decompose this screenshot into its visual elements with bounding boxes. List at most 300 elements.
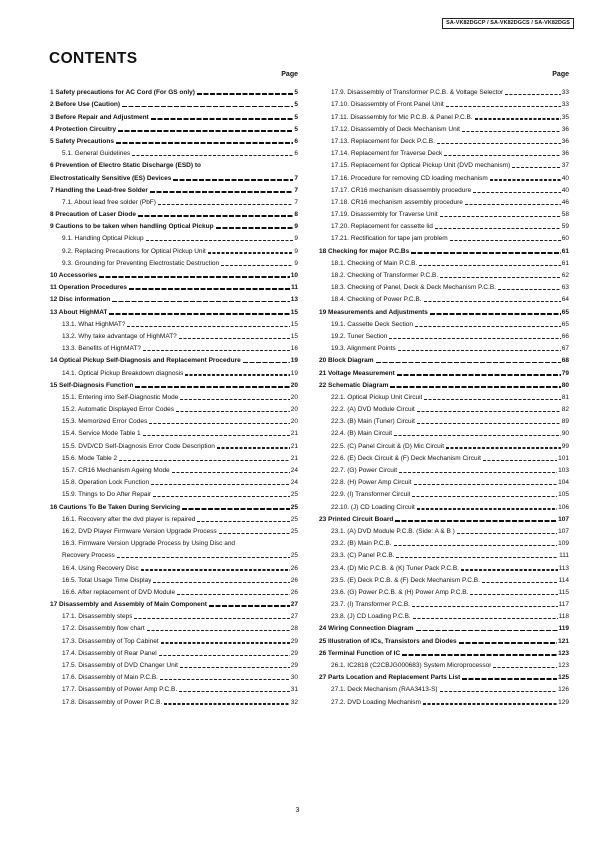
toc-entry[interactable] <box>319 670 569 682</box>
toc-entry[interactable] <box>319 280 569 292</box>
dot-leader <box>424 301 561 302</box>
toc-entry-label: 23.5. (E) Deck P.C.B. & (F) Deck Mechanism P.C.B. <box>331 576 480 584</box>
toc-entry[interactable] <box>50 329 298 341</box>
dot-leader <box>127 326 289 327</box>
toc-entry[interactable] <box>50 195 298 207</box>
toc-entry-page: 125 <box>558 674 569 682</box>
dot-leader <box>457 533 557 534</box>
toc-entry[interactable] <box>50 292 298 304</box>
dot-leader <box>117 557 290 558</box>
toc-entry[interactable] <box>50 109 298 121</box>
toc-entry-label: 17.6. Disassembly of Main P.C.B. <box>62 674 158 682</box>
dot-leader <box>450 240 561 241</box>
toc-list-right <box>319 85 569 707</box>
toc-entry-page: 106 <box>558 503 569 511</box>
toc-entry-label: 17 Disassembly and Assembly of Main Component <box>50 601 207 609</box>
toc-entry-label: 17.14. Replacement for Traverse Deck <box>331 150 443 158</box>
toc-entry[interactable] <box>50 97 298 109</box>
toc-entry[interactable] <box>319 304 569 316</box>
toc-entry[interactable] <box>50 499 298 511</box>
toc-entry-page: 19 <box>290 369 298 377</box>
toc-entry-label: 22.8. (H) Power Amp Circuit <box>331 479 412 487</box>
toc-list-left <box>50 85 298 707</box>
toc-entry-page: 25 <box>290 503 298 511</box>
toc-entry-label: 23.6. (G) Power P.C.B. & (H) Power Amp P.C.B. <box>331 588 469 596</box>
toc-entry-label: 15.1. Entering into Self-Diagnostic Mode <box>62 393 179 401</box>
dot-leader <box>437 143 561 144</box>
toc-entry-page: 36 <box>561 137 569 145</box>
toc-entry-page: 103 <box>558 467 569 474</box>
toc-entry-page: 5 <box>294 101 298 109</box>
toc-entry-page: 20 <box>290 381 298 389</box>
toc-entry[interactable] <box>319 97 569 109</box>
toc-entry[interactable] <box>50 694 298 706</box>
toc-entry[interactable] <box>50 512 298 524</box>
toc-entry-label: 8 Precaution of Laser Diode <box>50 211 136 219</box>
toc-entry-label: 17.3. Disassembly of Top Cabinet <box>62 637 159 645</box>
toc-entry[interactable] <box>50 609 298 621</box>
toc-column-left <box>50 71 298 707</box>
toc-entry-label: 23.8. (J) CD Loading P.C.B. <box>331 613 411 621</box>
toc-entry-label: 22.4. (B) Main Circuit <box>331 430 393 438</box>
toc-entry[interactable] <box>50 390 298 402</box>
toc-entry-page: 101 <box>558 454 569 462</box>
toc-entry-label: 7 Handling the Lead-free Solder <box>50 186 148 194</box>
toc-entry[interactable] <box>50 560 298 572</box>
toc-entry-page: 20 <box>290 393 298 401</box>
dot-leader <box>399 472 557 473</box>
toc-entry-page: 10 <box>290 272 298 279</box>
toc-entry[interactable] <box>50 682 298 694</box>
toc-entry-label: 23.3. (C) Panel P.C.B. <box>331 552 395 560</box>
toc-entry[interactable] <box>319 646 569 658</box>
toc-entry-label: 16 Cautions To Be Taken During Servicing <box>50 503 181 511</box>
toc-entry-page: 13 <box>290 296 298 304</box>
toc-entry-label: 12 Disc information <box>50 296 111 304</box>
toc-entry[interactable] <box>319 134 569 146</box>
toc-entry-label: 4 Protection Circuitry <box>50 125 117 133</box>
toc-entry[interactable] <box>50 548 298 560</box>
toc-entry[interactable] <box>50 585 298 597</box>
dot-leader <box>182 508 290 510</box>
dot-leader <box>112 301 289 303</box>
toc-entry[interactable] <box>50 438 298 450</box>
toc-entry-page: 20 <box>290 418 298 426</box>
toc-entry[interactable] <box>50 365 298 377</box>
toc-entry-label: 13.1. What HighMAT? <box>62 320 126 328</box>
dot-leader <box>173 179 293 181</box>
toc-entry[interactable] <box>319 317 569 329</box>
toc-entry[interactable] <box>319 475 569 487</box>
toc-entry[interactable] <box>319 268 569 280</box>
toc-entry[interactable] <box>50 524 298 536</box>
dot-leader <box>179 691 290 692</box>
toc-entry-page: 105 <box>558 491 569 499</box>
toc-entry-label: 22.1. Optical Pickup Unit Circuit <box>331 393 423 401</box>
toc-entry[interactable] <box>50 633 298 645</box>
toc-entry[interactable] <box>50 256 298 268</box>
dot-leader <box>461 569 558 570</box>
toc-entry-page: 113 <box>558 564 569 572</box>
toc-entry[interactable] <box>319 426 569 438</box>
toc-entry-page: 104 <box>558 479 569 487</box>
toc-entry-label: 9.2. Replacing Precautions for Optical Pickup Unit <box>62 247 206 255</box>
toc-entry[interactable] <box>319 85 569 97</box>
dot-leader <box>413 618 558 619</box>
toc-entry[interactable] <box>50 183 298 195</box>
toc-entry-label: 16.6. After replacement of DVD Module <box>62 588 176 596</box>
dot-leader <box>208 252 294 253</box>
toc-entry-page: 25 <box>290 515 298 523</box>
toc-entry[interactable] <box>50 304 298 316</box>
dot-leader <box>440 216 561 217</box>
toc-entry-label: 24 Wiring Connection Diagram <box>319 625 414 633</box>
toc-entry-label: 21 Voltage Measurement <box>319 369 395 377</box>
toc-entry[interactable] <box>319 329 569 341</box>
toc-entry[interactable] <box>50 146 298 158</box>
toc-entry-label: 17.19. Disassembly for Traverse Unit <box>331 211 438 219</box>
dot-leader <box>159 655 290 656</box>
toc-entry[interactable] <box>50 378 298 390</box>
toc-entry[interactable] <box>319 694 569 706</box>
toc-entry-label: 3 Before Repair and Adjustment <box>50 113 149 121</box>
toc-entry[interactable] <box>319 633 569 645</box>
toc-entry-label: 15.2. Automatic Displayed Error Codes <box>62 406 174 414</box>
toc-entry[interactable] <box>319 170 569 182</box>
toc-entry[interactable] <box>50 317 298 329</box>
toc-entry-label: 17.7. Disassembly of Power Amp P.C.B. <box>62 686 178 694</box>
toc-entry-label: 1 Safety precautions for AC Cord (For GS only) <box>50 89 195 97</box>
dot-leader <box>430 313 561 315</box>
toc-entry[interactable] <box>50 646 298 658</box>
dot-leader <box>129 288 290 290</box>
toc-entry-label: 17.4. Disassembly of Rear Panel <box>62 649 157 657</box>
toc-entry[interactable] <box>319 451 569 463</box>
toc-entry-page: 9 <box>294 223 298 231</box>
toc-entry[interactable] <box>319 109 569 121</box>
toc-entry-page: 24 <box>290 479 298 487</box>
dot-leader <box>424 399 560 400</box>
toc-entry-page: 6 <box>294 137 298 145</box>
dot-leader <box>417 411 561 412</box>
toc-entry[interactable] <box>50 158 298 170</box>
dot-leader <box>135 386 289 388</box>
dot-leader <box>176 411 290 412</box>
toc-entry-page: 21 <box>290 454 298 462</box>
toc-entry[interactable] <box>319 585 569 597</box>
dot-leader <box>143 350 290 351</box>
toc-entry-label: 18 Checking for major P.C.Bs <box>319 247 410 255</box>
toc-entry-label: 23 Printed Circuit Board <box>319 515 394 523</box>
dot-leader <box>395 520 557 522</box>
toc-entry-page: 121 <box>558 637 569 645</box>
toc-entry-page: 6 <box>294 150 298 158</box>
toc-entry[interactable] <box>319 414 569 426</box>
dot-leader <box>118 130 293 132</box>
toc-entry-label: 23.4. (D) Mic P.C.B. & (K) Tuner Pack P.C.B. <box>331 564 459 572</box>
toc-entry-page: 65 <box>561 320 569 328</box>
toc-entry[interactable] <box>319 560 569 572</box>
toc-entry[interactable] <box>50 426 298 438</box>
toc-entry-page: 111 <box>559 552 569 560</box>
toc-entry-page: 63 <box>561 284 569 292</box>
toc-entry[interactable] <box>50 414 298 426</box>
dot-leader <box>143 435 290 436</box>
dot-leader <box>197 93 293 95</box>
toc-entry-page: 26 <box>290 588 298 596</box>
dot-leader <box>446 106 561 107</box>
toc-entry-page: 27 <box>290 601 298 609</box>
toc-entry[interactable] <box>50 280 298 292</box>
toc-entry-page: 20 <box>290 406 298 414</box>
toc-entry[interactable] <box>50 487 298 499</box>
dot-leader <box>180 399 289 400</box>
dot-leader <box>416 630 558 632</box>
dot-leader <box>475 118 561 119</box>
toc-entry-label: 13.3. Benefits of HighMAT? <box>62 345 142 353</box>
page-title: CONTENTS <box>49 50 138 67</box>
toc-entry[interactable] <box>319 536 569 548</box>
toc-entry[interactable] <box>319 219 569 231</box>
toc-entry-page: 7 <box>294 198 298 206</box>
toc-entry[interactable] <box>319 499 569 511</box>
toc-entry-page: 117 <box>558 601 569 609</box>
toc-entry-page: 9 <box>294 247 298 255</box>
toc-entry[interactable] <box>319 438 569 450</box>
toc-entry-page: 123 <box>558 662 569 669</box>
toc-entry[interactable] <box>50 658 298 670</box>
toc-entry-label: 9.3. Grounding for Preventing Electrostatic Destruction <box>62 259 220 267</box>
dot-leader <box>376 362 561 364</box>
dot-leader <box>151 118 294 120</box>
toc-entry-page: 80 <box>561 381 569 389</box>
toc-entry[interactable] <box>319 487 569 499</box>
toc-entry[interactable] <box>319 512 569 524</box>
dot-leader <box>482 582 558 583</box>
toc-entry[interactable] <box>319 390 569 402</box>
toc-entry-label: 17.2. Disassembly flow chart <box>62 625 145 633</box>
toc-entry-page: 40 <box>561 186 569 194</box>
toc-entry-page: 11 <box>291 284 298 292</box>
toc-entry-page: 79 <box>561 369 569 377</box>
toc-entry-label: 27 Parts Location and Replacement Parts List <box>319 674 461 682</box>
toc-entry-label: 20 Block Diagram <box>319 357 374 365</box>
toc-entry[interactable] <box>319 658 569 670</box>
toc-entry-label: 15.4. Service Mode Table 1 <box>62 430 141 438</box>
toc-entry-page: 25 <box>290 527 298 535</box>
toc-entry-label: 18.1. Checking of Main P.C.B. <box>331 259 418 267</box>
dot-leader <box>459 642 558 644</box>
toc-entry[interactable] <box>50 268 298 280</box>
toc-entry[interactable] <box>319 207 569 219</box>
dot-leader <box>512 167 561 168</box>
toc-entry[interactable] <box>319 378 569 390</box>
toc-entry[interactable] <box>50 670 298 682</box>
toc-entry-page: 58 <box>561 211 569 219</box>
toc-entry[interactable] <box>319 158 569 170</box>
toc-entry[interactable] <box>319 548 569 560</box>
toc-entry-page: 16 <box>290 345 298 353</box>
dot-leader <box>243 362 290 364</box>
dot-leader <box>396 557 558 558</box>
dot-leader <box>473 192 561 193</box>
toc-entry-label: 25 Illustration of ICs, Transistors and Diodes <box>319 637 457 645</box>
toc-entry-label: 22 Schematic Diagram <box>319 381 389 389</box>
dot-leader <box>415 326 561 327</box>
toc-entry[interactable] <box>50 341 298 353</box>
toc-entry-label: 22.7. (G) Power Circuit <box>331 467 398 474</box>
toc-entry-label: 15.8. Operation Lock Function <box>62 479 150 487</box>
toc-entry-label: 13.2. Why take advantage of HighMAT? <box>62 332 177 340</box>
toc-entry[interactable] <box>319 621 569 633</box>
toc-entry-page: 26 <box>290 576 298 584</box>
dot-leader <box>160 679 290 680</box>
toc-entry[interactable] <box>50 170 298 182</box>
toc-entry[interactable] <box>50 122 298 134</box>
toc-entry-label: 9 Cautions to be taken when handling Optical Pickup <box>50 223 214 231</box>
dot-leader <box>132 155 293 156</box>
dot-leader <box>397 374 561 376</box>
toc-entry[interactable] <box>319 231 569 243</box>
toc-entry-label: 2 Before Use (Caution) <box>50 101 121 109</box>
toc-entry[interactable] <box>319 463 569 475</box>
toc-entry[interactable] <box>50 243 298 255</box>
page-column-header: Page <box>552 71 569 78</box>
toc-entry[interactable] <box>50 85 298 97</box>
toc-entry-label: 26.1. IC2818 (C2CBJG000683) System Microprocessor <box>331 662 492 669</box>
dot-leader <box>414 484 558 485</box>
toc-entry[interactable] <box>319 353 569 365</box>
dot-leader <box>119 460 290 461</box>
toc-entry[interactable] <box>50 536 298 548</box>
dot-leader <box>435 228 561 229</box>
toc-entry-label: 18.3. Checking of Panel, Deck & Deck Mechanism P.C.B. <box>331 284 496 292</box>
toc-entry-label: 5.1. General Guidelines <box>62 150 131 158</box>
dot-leader <box>402 654 557 656</box>
dot-leader <box>390 386 560 388</box>
toc-entry[interactable] <box>50 231 298 243</box>
toc-entry[interactable] <box>319 256 569 268</box>
toc-entry[interactable] <box>50 207 298 219</box>
toc-entry-label: 18.2. Checking of Transformer P.C.B. <box>331 272 439 279</box>
toc-entry-page: 5 <box>294 113 298 121</box>
dot-leader <box>412 496 557 497</box>
toc-entry-label: 19 Measurements and Adjustments <box>319 308 428 316</box>
dot-leader <box>462 678 557 680</box>
toc-entry[interactable] <box>319 682 569 694</box>
toc-entry-page: 7 <box>294 174 298 182</box>
toc-entry-label: 19.1. Cassette Deck Section <box>331 320 414 328</box>
dot-leader <box>138 215 293 217</box>
page-number: 3 <box>295 807 300 814</box>
toc-entry-label: 15.9. Things to Do After Repair <box>62 491 152 499</box>
toc-entry[interactable] <box>319 195 569 207</box>
toc-entry-page: 40 <box>561 174 569 182</box>
toc-entry-page: 15 <box>290 320 298 328</box>
dot-leader <box>394 435 561 436</box>
toc-entry[interactable] <box>50 621 298 633</box>
dot-leader <box>164 703 289 704</box>
toc-entry-label: 23.7. (I) Transformer P.C.B. <box>331 601 410 609</box>
toc-entry-label: 17.15. Replacement for Optical Pickup Unit (DVD mechanism) <box>331 162 511 170</box>
toc-entry-label: Electrostatically Sensitive (ES) Devices <box>50 174 172 182</box>
dot-leader <box>177 594 290 595</box>
toc-entry-page: 21 <box>290 442 298 450</box>
toc-entry[interactable] <box>319 146 569 158</box>
toc-entry[interactable] <box>319 597 569 609</box>
toc-entry[interactable] <box>319 402 569 414</box>
toc-entry-page: 9 <box>294 259 298 267</box>
toc-entry-label: 17.20. Replacement for cassette lid <box>331 223 433 231</box>
toc-entry[interactable] <box>50 597 298 609</box>
toc-entry[interactable] <box>319 183 569 195</box>
dot-leader <box>440 277 561 278</box>
toc-entry[interactable] <box>50 451 298 463</box>
dot-leader <box>440 691 558 692</box>
toc-entry-page: 67 <box>561 345 569 353</box>
toc-entry[interactable] <box>50 219 298 231</box>
toc-entry-label: 16.4. Using Recovery Disc <box>62 564 139 572</box>
toc-entry[interactable] <box>50 402 298 414</box>
toc-entry-page: 29 <box>290 649 298 657</box>
toc-entry-page: 81 <box>561 393 569 401</box>
dot-leader <box>134 618 289 619</box>
toc-entry-label: 17.18. CR16 mechanism assembly procedure <box>331 198 463 206</box>
toc-entry-label: 17.12. Disassembly of Deck Mechanism Unit <box>331 125 460 133</box>
toc-entry[interactable] <box>319 609 569 621</box>
toc-entry[interactable] <box>50 134 298 146</box>
toc-entry-label: 17.9. Disassembly of Transformer P.C.B. & Voltage Selector <box>331 89 504 97</box>
toc-entry-label: 27.2. DVD Loading Mechanism <box>331 698 421 706</box>
toc-entry[interactable] <box>319 243 569 255</box>
toc-entry-label: 14.1. Optical Pickup Breakdown diagnosis <box>62 369 184 377</box>
toc-entry-label: 22.5. (C) Panel Circuit & (D) Mic Circuit <box>331 442 445 450</box>
toc-entry[interactable] <box>319 122 569 134</box>
toc-entry-label: 15.6. Mode Table 2 <box>62 454 118 462</box>
toc-entry[interactable] <box>319 573 569 585</box>
model-number-box: SA-VK82DGCP / SA-VK82DGCS / SA-VK82DGS <box>442 18 574 29</box>
toc-entry-label: 17.13. Replacement for Deck P.C.B. <box>331 137 435 145</box>
toc-entry[interactable] <box>319 524 569 536</box>
dot-leader <box>153 582 289 583</box>
toc-entry[interactable] <box>319 292 569 304</box>
toc-entry-page: 25 <box>290 491 298 499</box>
toc-entry[interactable] <box>50 573 298 585</box>
toc-entry-page: 19 <box>290 357 298 365</box>
toc-entry[interactable] <box>50 475 298 487</box>
toc-entry-page: 27 <box>290 613 298 621</box>
dot-leader <box>498 289 561 290</box>
toc-entry[interactable] <box>319 365 569 377</box>
toc-entry-page: 37 <box>561 162 569 170</box>
toc-entry[interactable] <box>50 353 298 365</box>
toc-entry-page: 32 <box>290 698 298 706</box>
toc-entry-page: 36 <box>561 125 569 133</box>
toc-entry-label: 17.1. Disassembly steps <box>62 613 133 621</box>
toc-entry-label: 18.4. Checking of Power P.C.B. <box>331 296 422 304</box>
dot-leader <box>209 605 290 607</box>
toc-entry-page: 7 <box>294 186 298 194</box>
page-column-header: Page <box>281 71 298 78</box>
toc-entry-page: 119 <box>558 625 569 633</box>
dot-leader <box>146 240 294 241</box>
toc-entry[interactable] <box>319 341 569 353</box>
toc-entry-page: 31 <box>290 686 298 694</box>
toc-entry-page: 26 <box>290 564 298 572</box>
toc-entry-page: 21 <box>290 430 298 438</box>
toc-entry[interactable] <box>50 463 298 475</box>
dot-leader <box>150 191 293 193</box>
